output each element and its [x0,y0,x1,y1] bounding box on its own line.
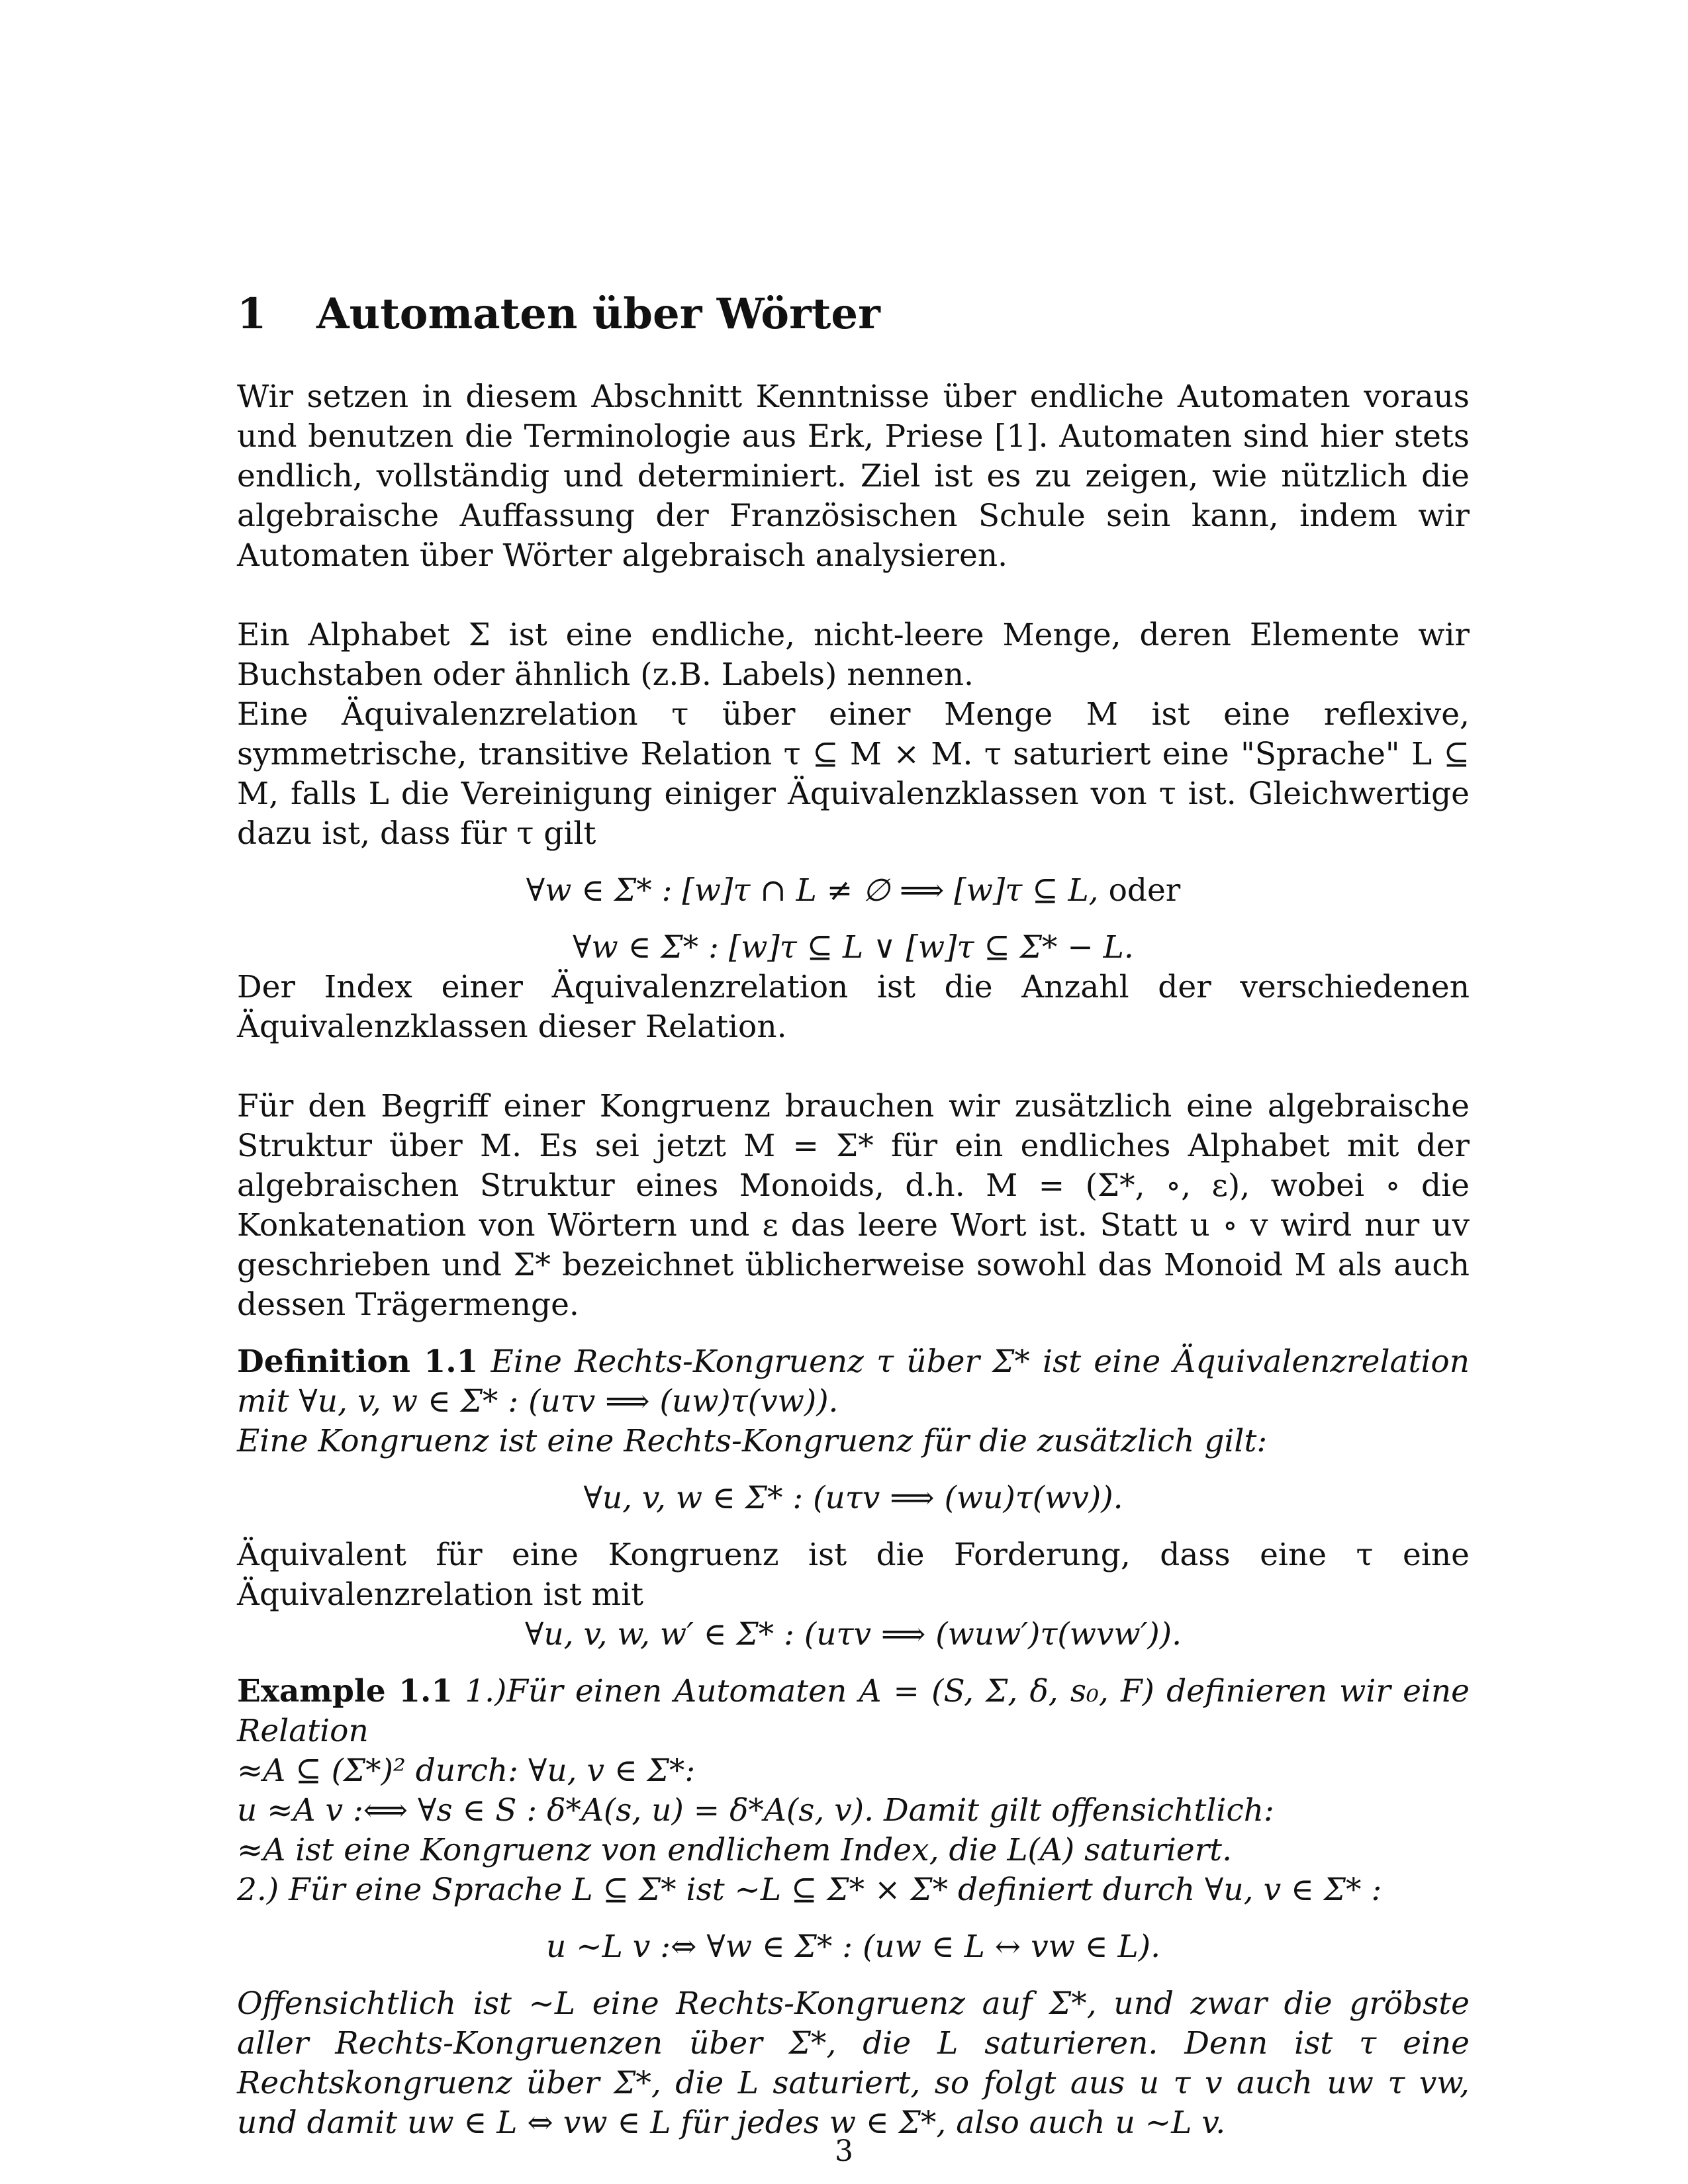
intro-paragraph: Wir setzen in diesem Abschnitt Kenntnisse über endliche Automaten voraus und benutzen die Terminologie aus Erk, Priese [1]. Automaten sind hier stets endlich, vollständig und determiniert. Ziel ist es zu zeigen, wie nützlich die algebraische Auffassung der Französischen Schule sein kann, indem wir Automaten über Wörter algebraisch analysieren. [237,379,1470,574]
equation-congruence-2: ∀u, v, w, w′ ∈ Σ* : (uτv ⟹ (wuw′)τ(wvw′)). [524,1616,1182,1653]
equation-nerode: u ∼L v :⇔ ∀w ∈ Σ* : (uw ∈ L ↔ vw ∈ L). [545,1929,1161,1965]
equation-saturation-1 [237,871,1470,911]
definition-text: Eine Rechts-Kongruenz τ über Σ* ist eine Äquivalenzrelation mit ∀u, v, w ∈ Σ* : (uτv ⟹ (uw)τ(vw)). [237,1343,1470,1420]
example-label: Example 1.1 [237,1673,453,1709]
example-block [237,1672,1470,1751]
equation-saturation-1-body: ∀w ∈ Σ* : [w]τ ∩ L ≠ ∅ ⟹ [w]τ ⊆ L, [526,872,1099,909]
section-number: 1 [237,289,267,339]
index-paragraph: Der Index einer Äquivalenzrelation ist die Anzahl der verschiedenen Äquivalenzklassen dieser Relation. [237,969,1470,1045]
equation-saturation-1-suffix: oder [1108,872,1181,909]
equation-congruence: ∀u, v, w ∈ Σ* : (uτv ⟹ (wu)τ(wv)). [583,1480,1123,1516]
page-body [237,285,1470,2143]
equivalent-paragraph: Äquivalent für eine Kongruenz ist die Forderung, dass eine τ eine Äquivalenzrelation ist mit [237,1537,1470,1613]
alphabet-paragraph: Ein Alphabet Σ ist eine endliche, nicht-leere Menge, deren Elemente wir Buchstaben oder ähnlich (z.B. Labels) nennen. [237,617,1470,693]
section-title: Automaten über Wörter [316,289,880,339]
example-line-3: u ≈A v :⟺ ∀s ∈ S : δ*A(s, u) = δ*A(s, v). Damit gilt offensichtlich: [237,1792,1274,1829]
equation-saturation-2: ∀w ∈ Σ* : [w]τ ⊆ L ∨ [w]τ ⊆ Σ* − L. [573,929,1134,966]
example-line-5: 2.) Für eine Sprache L ⊆ Σ* ist ∼L ⊆ Σ* × Σ* definiert durch ∀u, v ∈ Σ* : [237,1872,1382,1908]
definition-block [237,1342,1470,1422]
example-line-1: 1.)Für einen Automaten A = (S, Σ, δ, s₀, F) definieren wir eine Relation [237,1673,1470,1749]
definition-text-2: Eine Kongruenz ist eine Rechts-Kongruenz für die zusätzlich gilt: [237,1423,1268,1459]
example-line-2: ≈A ⊆ (Σ*)² durch: ∀u, v ∈ Σ*: [237,1752,696,1789]
equivalence-paragraph: Eine Äquivalenzrelation τ über einer Menge M ist eine reflexive, symmetrische, transitive Relation τ ⊆ M × M. τ saturiert eine "Sprache" L ⊆ M, falls L die Vereinigung einiger Äquivalenzklassen von τ ist. Gleichwertige dazu ist, dass für τ gilt [237,696,1470,852]
example-line-4: ≈A ist eine Kongruenz von endlichem Index, die L(A) saturiert. [237,1832,1233,1868]
page-number: 3 [835,2134,853,2168]
conclusion-paragraph: Offensichtlich ist ∼L eine Rechts-Kongruenz auf Σ*, und zwar die gröbste aller Rechts-Kongruenzen über Σ*, die L saturieren. Denn ist τ eine Rechtskongruenz über Σ*, die L saturiert, so folgt aus u τ v auch uw τ vw, und damit uw ∈ L ⇔ vw ∈ L für jedes w ∈ Σ*, also auch u ∼L v. [237,1985,1470,2141]
congruence-paragraph: Für den Begriff einer Kongruenz brauchen wir zusätzlich eine algebraische Struktur über M. Es sei jetzt M = Σ* für ein endliches Alphabet mit der algebraischen Struktur eines Monoids, d.h. M = (Σ*, ∘, ε), wobei ∘ die Konkatenation von Wörtern und ε das leere Wort ist. Statt u ∘ v wird nur uv geschrieben und Σ* bezeichnet üblicherweise sowohl das Monoid M als auch dessen Trägermenge. [237,1088,1470,1323]
definition-label: Definition 1.1 [237,1343,479,1380]
section-heading [237,285,1470,344]
